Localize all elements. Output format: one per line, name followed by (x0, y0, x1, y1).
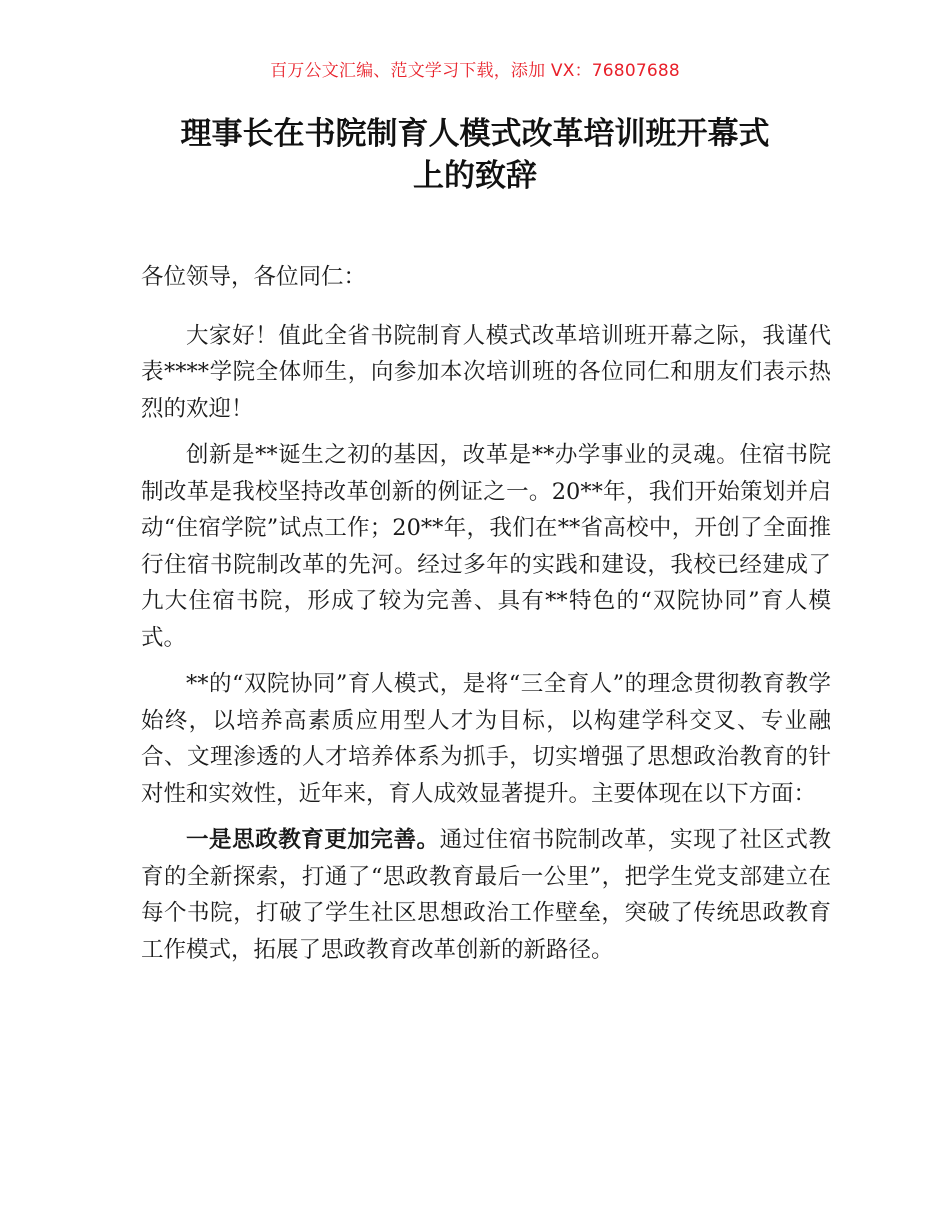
document-title (100, 113, 850, 197)
title-line-1: 理事长在书院制育人模式改革培训班开幕式 (180, 116, 770, 152)
paragraph-lead: 一是思政教育更加完善。 (186, 827, 440, 853)
paragraph-dual-model: **的“双院协同”育人模式，是将“三全育人”的理念贯彻教育教学始终，以培养高素质应用型人才为目标，以构建学科交叉、专业融合、文理渗透的人才培养体系为抓手，切实增强了思想政治教育的针对性和实效性，近年来，育人成效显著提升。主要体现在以下方面： (141, 671, 831, 807)
paragraph-innovation: 创新是**诞生之初的基因，改革是**办学事业的灵魂。住宿书院制改革是我校坚持改革创新的例证之一。20**年，我们开始策划并启动“住宿学院”试点工作；20**年，我们在**省高校中，开创了全面推行住宿书院制改革的先河。经过多年的实践和建设，我校已经建成了九大住宿书院，形成了较为完善、具有**特色的“双院协同”育人模式。 (141, 442, 831, 651)
paragraph-point-one-text: 通过住宿书院制改革，实现了社区式教育的全新探索，打通了“思政教育最后一公里”，把学生党支部建立在每个书院，打破了学生社区思想政治工作壁垒，突破了传统思政教育工作模式，拓展了思政教育改革创新的新路径。 (141, 827, 831, 963)
paragraph-point-one (141, 822, 831, 968)
header-note: 百万公文汇编、范文学习下载，添加 VX：76807688 (270, 61, 680, 81)
paragraph-welcome: 大家好！值此全省书院制育人模式改革培训班开幕之际，我谨代表****学院全体师生，向参加本次培训班的各位同仁和朋友们表示热烈的欢迎！ (141, 322, 831, 422)
document-body (141, 259, 831, 978)
salutation: 各位领导，各位同仁： (141, 264, 367, 290)
title-line-2: 上的致辞 (413, 158, 537, 194)
